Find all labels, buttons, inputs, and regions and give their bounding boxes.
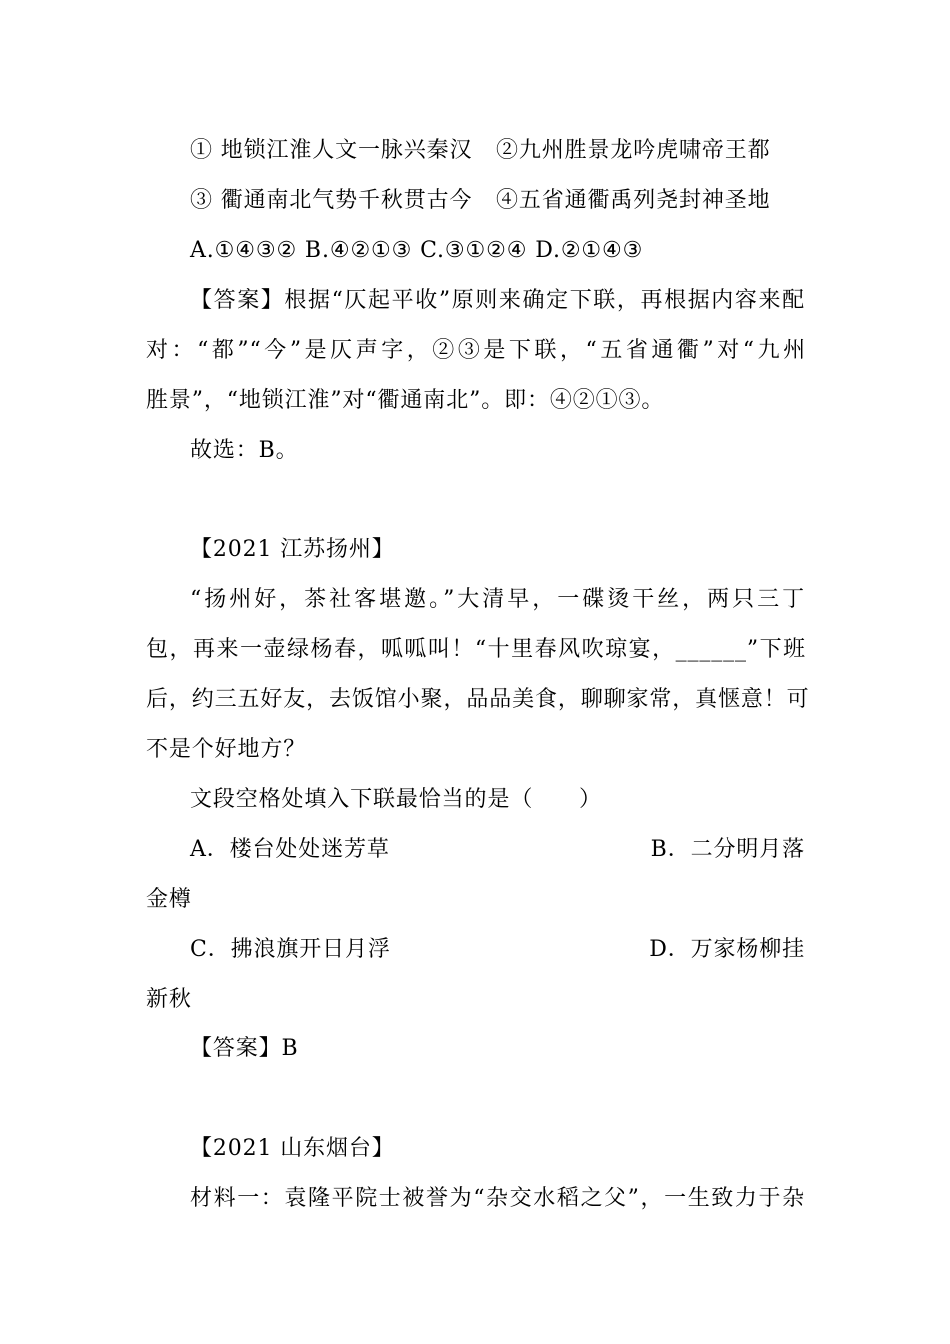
answer-paragraph-line-1: 【答案】根据“仄起平收”原则来确定下联，再根据内容来配	[190, 288, 805, 313]
option-c: C．拂浪旗开日月浮	[190, 937, 391, 962]
option-1: ① 地锁江淮人文一脉兴秦汉	[190, 138, 473, 163]
option-b: B．二分明月落	[650, 837, 805, 862]
passage-line-1: “扬州好，茶社客堪邀。”大清早，一碟烫干丝，两只三丁	[190, 587, 805, 612]
option-d: D．万家杨柳挂	[649, 937, 805, 962]
option-4: ④五省通衢禹列尧封神圣地	[496, 188, 771, 213]
final-answer: 故选：B。	[190, 438, 299, 463]
answer-paragraph-line-2: 对：“都”“今”是仄声字，②③是下联，“五省通衢”对“九州	[146, 338, 806, 363]
option-2: ②九州胜景龙吟虎啸帝王都	[496, 138, 771, 163]
option-d-continued: 新秋	[146, 987, 192, 1012]
choices-line: A.①④③② B.④②①③ C.③①②④ D.②①④③	[190, 238, 644, 263]
section-heading-yantai: 【2021 山东烟台】	[190, 1136, 395, 1161]
option-3: ③ 衢通南北气势千秋贯古今	[190, 188, 473, 213]
answer-line: 【答案】B	[190, 1036, 299, 1061]
option-a: A．楼台处处迷芳草	[190, 837, 390, 862]
option-b-continued: 金樽	[146, 887, 192, 912]
material-line-1: 材料一：袁隆平院士被誉为“杂交水稻之父”，一生致力于杂	[190, 1186, 805, 1211]
question-prompt: 文段空格处填入下联最恰当的是（ ）	[190, 787, 602, 812]
passage-line-2: 包，再来一壶绿杨春，呱呱叫！“十里春风吹琼宴，______”下班	[146, 637, 806, 662]
passage-line-3: 后，约三五好友，去饭馆小聚，品品美食，聊聊家常，真惬意！可	[146, 687, 810, 712]
passage-line-4: 不是个好地方？	[146, 737, 307, 762]
section-heading-yangzhou: 【2021 江苏扬州】	[190, 537, 395, 562]
answer-paragraph-line-3: 胜景”，“地锁江淮”对“衢通南北”。即：④②①③。	[146, 388, 665, 413]
